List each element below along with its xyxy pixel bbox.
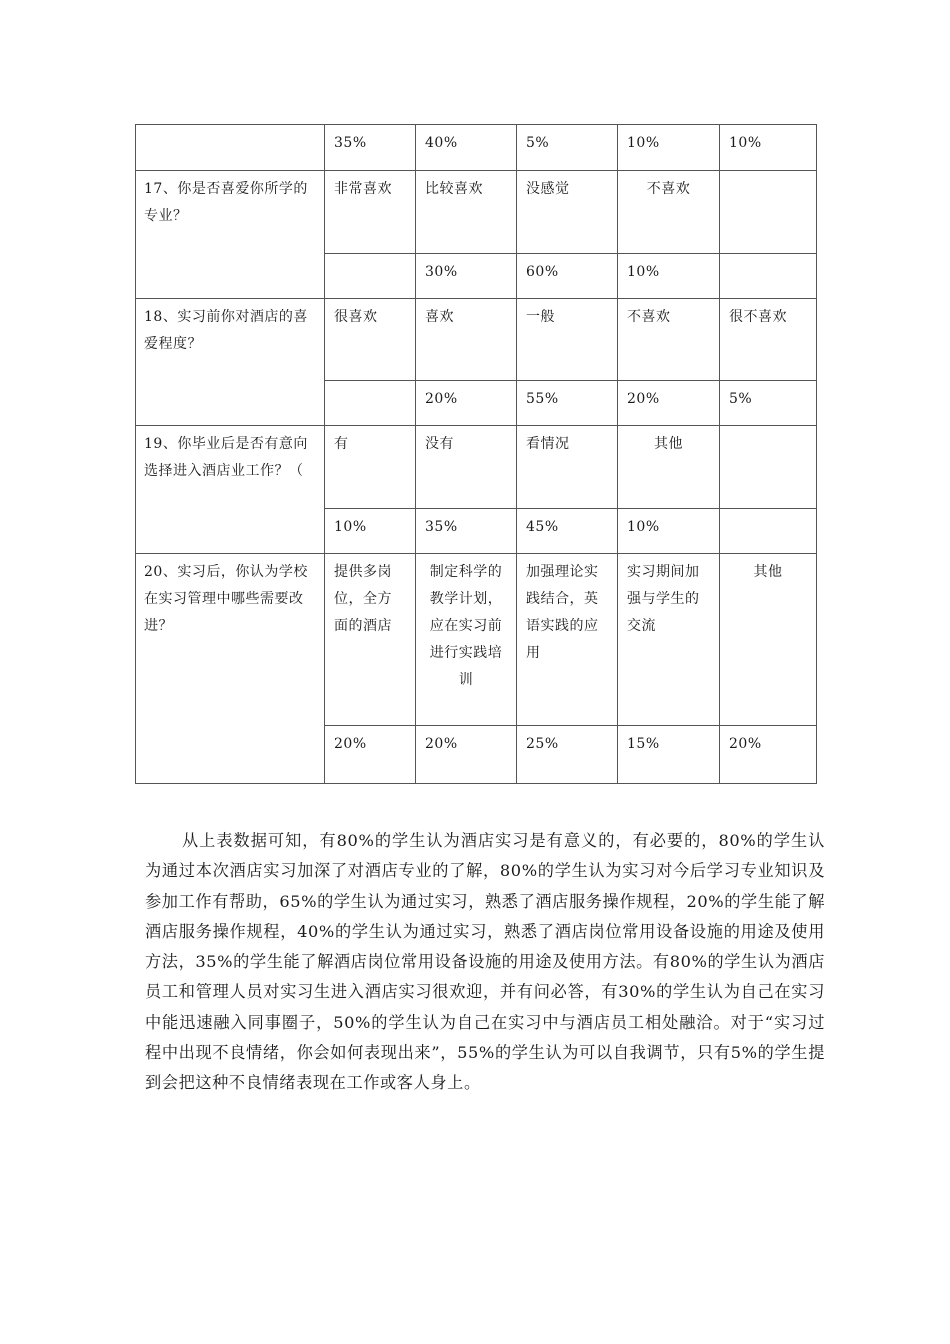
option-cell: 没感觉 [517,171,618,254]
percent-cell: 35% [416,509,517,554]
option-cell [720,426,817,509]
percent-cell: 20% [325,726,416,784]
option-cell: 其他 [720,554,817,726]
option-cell: 看情况 [517,426,618,509]
percent-cell: 30% [416,254,517,299]
option-cell: 喜欢 [416,299,517,381]
percent-cell: 5% [517,125,618,171]
percent-cell [720,509,817,554]
option-cell: 有 [325,426,416,509]
percent-cell: 10% [720,125,817,171]
table-row [136,125,817,171]
percent-cell: 10% [325,509,416,554]
percent-cell: 25% [517,726,618,784]
percent-cell: 10% [618,254,720,299]
option-cell: 制定科学的教学计划，应在实习前进行实践培训 [416,554,517,726]
question-19: 19、你毕业后是否有意向选择进入酒店业工作？（ [136,426,325,554]
percent-cell: 20% [618,381,720,426]
question-cell-empty [136,125,325,171]
option-cell: 很喜欢 [325,299,416,381]
percent-cell: 55% [517,381,618,426]
percent-cell: 20% [720,726,817,784]
percent-cell: 10% [618,509,720,554]
table-row [136,426,817,509]
percent-cell [720,254,817,299]
table-row [136,554,817,726]
percent-cell [325,381,416,426]
option-cell: 加强理论实践结合，英语实践的应用 [517,554,618,726]
table-row [136,171,817,254]
percent-cell: 40% [416,125,517,171]
summary-paragraph: 从上表数据可知，有80%的学生认为酒店实习是有意义的，有必要的，80%的学生认为通过本次酒店实习加深了对酒店专业的了解，80%的学生认为实习对今后学习专业知识及参加工作有帮助，65%的学生认为通过实习，熟悉了酒店服务操作规程，20%的学生能了解酒店服务操作规程，40%的学生认为通过实习，熟悉了酒店岗位常用设备设施的用途及使用方法，35%的学生能了解酒店岗位常用设备设施的用途及使用方法。有80%的学生认为酒店员工和管理人员对实习生进入酒店实习很欢迎，并有问必答，有30%的学生认为自己在实习中能迅速融入同事圈子，50%的学生认为自己在实习中与酒店员工相处融洽。对于“实习过程中出现不良情绪，你会如何表现出来”，55%的学生认为可以自我调节，只有5%的学生提到会把这种不良情绪表现在工作或客人身上。 [145,831,825,1093]
option-cell: 非常喜欢 [325,171,416,254]
question-17: 17、你是否喜爱你所学的专业？ [136,171,325,299]
option-cell: 比较喜欢 [416,171,517,254]
question-20: 20、实习后，你认为学校在实习管理中哪些需要改进？ [136,554,325,784]
option-cell: 没有 [416,426,517,509]
option-cell: 实习期间加强与学生的交流 [618,554,720,726]
option-cell: 很不喜欢 [720,299,817,381]
percent-cell: 10% [618,125,720,171]
percent-cell: 20% [416,381,517,426]
percent-cell: 20% [416,726,517,784]
percent-cell [325,254,416,299]
survey-table [135,124,817,784]
option-cell: 不喜欢 [618,171,720,254]
percent-cell: 60% [517,254,618,299]
percent-cell: 45% [517,509,618,554]
percent-cell: 15% [618,726,720,784]
table-row [136,299,817,381]
option-cell: 提供多岗位，全方面的酒店 [325,554,416,726]
question-18: 18、实习前你对酒店的喜爱程度？ [136,299,325,426]
percent-cell: 5% [720,381,817,426]
option-cell: 一般 [517,299,618,381]
option-cell [720,171,817,254]
option-cell: 其他 [618,426,720,509]
percent-cell: 35% [325,125,416,171]
option-cell: 不喜欢 [618,299,720,381]
